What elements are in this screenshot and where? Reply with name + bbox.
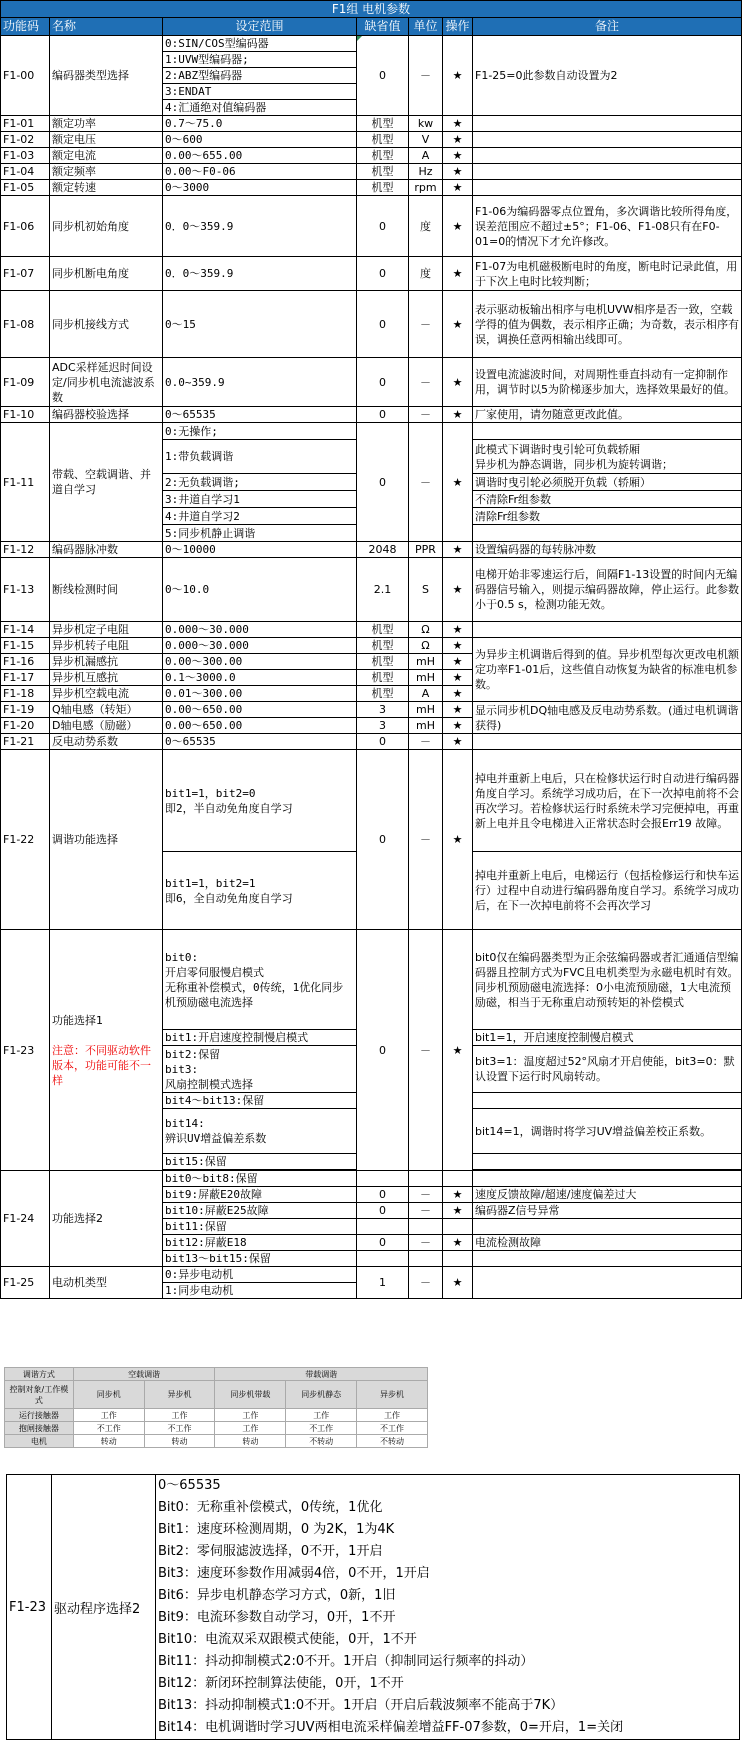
param-note: 表示驱动板输出相序与电机UVW相序是否一致，空载学得的值为偶数，表示相序正确；为奇数，表示相序有误，调换任意两相输出线即可。	[473, 291, 742, 358]
param-code: F1-25	[1, 1267, 50, 1299]
param-code: F1-22	[1, 750, 50, 930]
param-default: 0	[357, 358, 409, 407]
param-unit: A	[409, 148, 443, 164]
param-range-option	[163, 852, 357, 930]
param-unit: 度	[409, 196, 443, 257]
tuning-mode-table	[4, 1367, 428, 1448]
cell: 工作	[357, 1409, 428, 1422]
param-unit: Ω	[409, 638, 443, 654]
param-unit: rpm	[409, 180, 443, 196]
param-default: 3	[357, 702, 409, 718]
col-header: 异步机	[144, 1381, 215, 1409]
param-range-option	[163, 1109, 357, 1154]
param-note	[473, 423, 742, 440]
param-name: 编码器校验选择	[50, 407, 163, 423]
param-unit: V	[409, 132, 443, 148]
driver-line: Bit11：抖动抑制模式2:0不开。1开启（抑制同运行频率的抖动）	[158, 1654, 534, 1669]
param-unit: mH	[409, 702, 443, 718]
param-note	[473, 148, 742, 164]
param-default: 2.1	[357, 558, 409, 622]
param-unit: －	[409, 291, 443, 358]
cell: 工作	[215, 1422, 286, 1435]
driver-line: Bit0：无称重补偿模式，0传统，1优化	[158, 1500, 383, 1515]
param-op: ★	[443, 930, 473, 1171]
param-range: 0.0~359.9	[163, 358, 357, 407]
param-op: ★	[443, 670, 473, 686]
param-op: ★	[443, 542, 473, 558]
param-name: 异步机转子电阻	[50, 638, 163, 654]
header-note: 备注	[473, 18, 742, 36]
param-default: 0	[357, 1203, 409, 1219]
driver-name: 驱动程序选择2	[52, 1475, 156, 1740]
range-line: bit3:	[165, 1062, 199, 1076]
param-name: 异步机互感抗	[50, 670, 163, 686]
param-op: ★	[443, 638, 473, 654]
range-line: bit1=1，bit2=1	[165, 876, 256, 890]
param-unit: A	[409, 686, 443, 702]
header-op: 操作	[443, 18, 473, 36]
param-unit: Hz	[409, 164, 443, 180]
param-range-option: 2:ABZ型编码器	[163, 68, 357, 84]
param-note: F1-25=0此参数自动设置为2	[473, 36, 742, 116]
cell: 转动	[144, 1435, 215, 1448]
param-default: 0	[357, 423, 409, 542]
param-note: 编码器Z信号异常	[473, 1203, 742, 1219]
param-default: 0	[357, 734, 409, 750]
driver-line: Bit3：速度环参数作用减弱4倍，0不开，1开启	[158, 1566, 430, 1581]
param-name: ADC采样延迟时间设定/同步机电流滤波系数	[50, 358, 163, 407]
param-unit: －	[409, 36, 443, 116]
param-name: 编码器脉冲数	[50, 542, 163, 558]
param-range: 0～65535	[163, 734, 357, 750]
param-op: ★	[443, 358, 473, 407]
param-name: 异步机定子电阻	[50, 622, 163, 638]
param-unit: －	[409, 1267, 443, 1299]
driver-line: Bit14：电机调谐时学习UV两相电流采样偏差增益FF-07参数，0=开启，1=关闭	[158, 1720, 624, 1735]
param-default: 0	[357, 196, 409, 257]
param-unit	[409, 1251, 443, 1267]
param-name: Q轴电感（转矩）	[50, 702, 163, 718]
param-range: 0～15	[163, 291, 357, 358]
param-default: 机型	[357, 638, 409, 654]
param-op: ★	[443, 1203, 473, 1219]
param-op: ★	[443, 196, 473, 257]
param-op: ★	[443, 423, 473, 542]
row-label: 电机	[5, 1435, 74, 1448]
param-default: 机型	[357, 654, 409, 670]
param-note	[473, 622, 742, 638]
param-unit: －	[409, 1235, 443, 1251]
param-name: 断线检测时间	[50, 558, 163, 622]
param-default: 0	[357, 1235, 409, 1251]
param-op	[443, 1171, 473, 1187]
param-code: F1-03	[1, 148, 50, 164]
param-range-option: 3:ENDAT	[163, 84, 357, 100]
param-op: ★	[443, 407, 473, 423]
param-note: 不清除Fr组参数	[473, 491, 742, 508]
param-op: ★	[443, 654, 473, 670]
param-op: ★	[443, 558, 473, 622]
param-op: ★	[443, 132, 473, 148]
param-note: 掉电并重新上电后，只在检修状运行时自动进行编码器角度自学习。系统学习成功后，在下一次掉电前将不会再次学习。若检修状运行时系统未学习完便掉电，再重新上电并且令电梯进入正常状态时会报Err19 故障。	[473, 750, 742, 852]
group-title: F1组 电机参数	[1, 1, 742, 18]
param-op: ★	[443, 1187, 473, 1203]
param-code: F1-02	[1, 132, 50, 148]
param-range-option	[163, 930, 357, 1030]
param-code: F1-06	[1, 196, 50, 257]
param-default: 1	[357, 1267, 409, 1299]
param-range-option: 0:SIN/COS型编码器	[163, 36, 357, 52]
param-unit: mH	[409, 670, 443, 686]
param-note	[473, 1093, 742, 1109]
param-default: 机型	[357, 686, 409, 702]
param-name: 额定电压	[50, 132, 163, 148]
param-unit: －	[409, 407, 443, 423]
cell: 转动	[215, 1435, 286, 1448]
param-note: 为异步主机调谐后得到的值。异步机型每次更改电机额定功率F1-01后，这些值自动恢复为缺省的标准电机参数。	[473, 638, 742, 702]
param-note: 速度反馈故障/超速/速度偏差过大	[473, 1187, 742, 1203]
param-name: 异步机漏感抗	[50, 654, 163, 670]
param-note: bit1=1，开启速度控制慢启模式	[473, 1030, 742, 1046]
param-range-option: 1:同步电动机	[163, 1283, 357, 1299]
param-range-option: bit10:屏蔽E25故障	[163, 1203, 357, 1219]
param-unit: －	[409, 1187, 443, 1203]
param-note: 厂家使用，请勿随意更改此值。	[473, 407, 742, 423]
range-line: 无称重补偿模式，0传统，1优化同步机预励磁电流选择	[165, 980, 344, 1009]
param-range-option: bit4～bit13:保留	[163, 1093, 357, 1109]
param-name: 编码器类型选择	[50, 36, 163, 116]
param-note: 电流检测故障	[473, 1235, 742, 1251]
param-unit: Ω	[409, 622, 443, 638]
param-code: F1-21	[1, 734, 50, 750]
param-op: ★	[443, 116, 473, 132]
param-range-option: 0:无操作;	[163, 423, 357, 440]
param-default	[357, 1219, 409, 1235]
param-code: F1-16	[1, 654, 50, 670]
param-name: 带载、空载调谐、并道自学习	[50, 423, 163, 542]
param-range: 0～65535	[163, 407, 357, 423]
param-default: 机型	[357, 132, 409, 148]
param-range-option: 1:带负载调谐	[163, 440, 357, 474]
param-range: 0.00～650.00	[163, 718, 357, 734]
driver-line: Bit10：电流双采双跟模式使能，0开，1不开	[158, 1632, 417, 1647]
param-name: 功能选择2	[50, 1171, 163, 1267]
param-default: 机型	[357, 670, 409, 686]
param-unit: mH	[409, 718, 443, 734]
param-note: bit0仅在编码器类型为正余弦编码器或者汇通通信型编码器且控制方式为FVC且电机类型为永磁电机时有效。同步机预励磁电流选择：0小电流预励磁，1大电流预励磁，相当于无称重启动预转矩的补偿模式	[473, 930, 742, 1030]
param-op: ★	[443, 718, 473, 734]
param-note: 掉电并重新上电后，电梯运行（包括检修运行和快车运行）过程中自动进行编码器角度自学习。系统学习成功后，在下一次掉电前将不会再次学习	[473, 852, 742, 930]
param-op: ★	[443, 164, 473, 180]
param-range-option: 0:异步电动机	[163, 1267, 357, 1283]
driver-line: Bit6：异步电机静态学习方式，0新，1旧	[158, 1588, 396, 1603]
param-range: 0.1～3000.0	[163, 670, 357, 686]
range-line: bit2:保留	[165, 1047, 221, 1061]
param-op	[443, 1251, 473, 1267]
param-default: 3	[357, 718, 409, 734]
param-default: 机型	[357, 164, 409, 180]
param-note	[473, 132, 742, 148]
param-code: F1-15	[1, 638, 50, 654]
param-note	[473, 1267, 742, 1299]
param-range: 0.7～75.0	[163, 116, 357, 132]
param-default: 0	[357, 291, 409, 358]
cell: 工作	[144, 1409, 215, 1422]
param-unit: PPR	[409, 542, 443, 558]
param-range: 0.00～655.00	[163, 148, 357, 164]
param-range: 0．0～359.9	[163, 196, 357, 257]
note-line: 此模式下调谐时曳引轮可负载轿厢	[475, 442, 640, 456]
param-default: 0	[357, 36, 409, 116]
row-label: 运行接触器	[5, 1409, 74, 1422]
param-name: 异步机空载电流	[50, 686, 163, 702]
header-unit: 单位	[409, 18, 443, 36]
param-note	[473, 164, 742, 180]
header-range: 设定范围	[163, 18, 357, 36]
param-op: ★	[443, 291, 473, 358]
param-range: 0.000～30.000	[163, 638, 357, 654]
load-header: 带载调谐	[215, 1368, 428, 1381]
param-range-option: bit0～bit8:保留	[163, 1171, 357, 1187]
param-note: bit3=1：温度超过52°风扇才开启使能，bit3=0：默认设置下运行时风扇转动。	[473, 1046, 742, 1093]
param-code: F1-11	[1, 423, 50, 542]
param-note: 调谐时曳引轮必须脱开负载（轿厢）	[473, 474, 742, 491]
param-name: 额定频率	[50, 164, 163, 180]
param-note	[473, 734, 742, 750]
param-unit: S	[409, 558, 443, 622]
col-header: 同步机带载	[215, 1381, 286, 1409]
param-note	[473, 1171, 742, 1187]
param-note: 清除Fr组参数	[473, 508, 742, 525]
param-unit: －	[409, 1203, 443, 1219]
param-range-option: bit12:屏蔽E18	[163, 1235, 357, 1251]
param-op: ★	[443, 734, 473, 750]
param-default: 机型	[357, 116, 409, 132]
param-unit: －	[409, 734, 443, 750]
cell: 不工作	[357, 1422, 428, 1435]
param-code: F1-01	[1, 116, 50, 132]
param-default	[357, 1171, 409, 1187]
param-range: 0～600	[163, 132, 357, 148]
driver-line: Bit12：新闭环控制算法使能，0开，1不开	[158, 1676, 404, 1691]
range-line: 开启零伺服慢启模式	[165, 965, 264, 979]
param-default: 0	[357, 257, 409, 291]
param-op: ★	[443, 36, 473, 116]
param-range-option: 4:井道自学习2	[163, 508, 357, 525]
param-range-option: 4:汇通绝对值编码器	[163, 100, 357, 116]
param-range: 0～10000	[163, 542, 357, 558]
param-code: F1-17	[1, 670, 50, 686]
param-unit	[409, 1171, 443, 1187]
param-name: D轴电感（励磁）	[50, 718, 163, 734]
param-default: 0	[357, 930, 409, 1171]
param-default: 机型	[357, 180, 409, 196]
param-note	[473, 180, 742, 196]
range-line: bit0:	[165, 950, 199, 964]
param-note: 显示同步机DQ轴电感及反电动势系数。(通过电机调谐获得)	[473, 702, 742, 734]
param-unit: 度	[409, 257, 443, 291]
param-unit: －	[409, 423, 443, 542]
mode-header: 调谐方式	[5, 1368, 74, 1381]
param-range: 0.00～F0-06	[163, 164, 357, 180]
param-note	[473, 525, 742, 542]
param-code: F1-04	[1, 164, 50, 180]
param-range-option: bit1:开启速度控制慢启模式	[163, 1030, 357, 1046]
param-code: F1-00	[1, 36, 50, 116]
param-unit: mH	[409, 654, 443, 670]
param-range: 0.000～30.000	[163, 622, 357, 638]
cell: 不转动	[286, 1435, 357, 1448]
row-label: 抱闸接触器	[5, 1422, 74, 1435]
param-code: F1-23	[1, 930, 50, 1171]
param-default: 0	[357, 1187, 409, 1203]
noload-header: 空载调谐	[73, 1368, 215, 1381]
note-line: 异步机为静态调谐，同步机为旋转调谐；	[475, 457, 673, 471]
driver-select-table	[6, 1474, 740, 1740]
param-unit: kw	[409, 116, 443, 132]
param-name: 功能选择1	[52, 1013, 103, 1027]
param-note	[473, 1219, 742, 1235]
header-default: 缺省值	[357, 18, 409, 36]
driver-line: Bit1：速度环检测周期，0 为2K，1为4K	[158, 1522, 395, 1537]
col-header: 同步机	[73, 1381, 144, 1409]
param-op: ★	[443, 750, 473, 930]
param-range-option: 3:井道自学习1	[163, 491, 357, 508]
param-code: F1-14	[1, 622, 50, 638]
param-range-option: 1:UVW型编码器;	[163, 52, 357, 68]
param-range-option: bit15:保留	[163, 1154, 357, 1170]
param-default	[357, 1251, 409, 1267]
cell: 工作	[286, 1409, 357, 1422]
param-note: bit14=1，调谐时将学习UV增益偏差校正系数。	[473, 1109, 742, 1154]
cell: 工作	[73, 1409, 144, 1422]
param-default: 机型	[357, 148, 409, 164]
col-header: 同步机静态	[286, 1381, 357, 1409]
header-name: 名称	[50, 18, 163, 36]
range-line: 辨识UV增益偏差系数	[165, 1132, 267, 1145]
param-op: ★	[443, 148, 473, 164]
param-name: 反电动势系数	[50, 734, 163, 750]
param-name-cell	[50, 930, 163, 1171]
cell: 不工作	[286, 1422, 357, 1435]
param-note: 电梯开始非零速运行后，间隔F1-13设置的时间内无编码器信号输入，则提示编码器故障，停止运行。此参数小于0.5 s，检测功能无效。	[473, 558, 742, 622]
param-name: 额定转速	[50, 180, 163, 196]
param-code: F1-10	[1, 407, 50, 423]
param-note	[473, 1154, 742, 1170]
param-op: ★	[443, 1235, 473, 1251]
cell: 不转动	[357, 1435, 428, 1448]
param-code: F1-12	[1, 542, 50, 558]
driver-line: Bit9：电流环参数自动学习，0开，1不开	[158, 1610, 396, 1625]
param-note: 设置编码器的每转脉冲数	[473, 542, 742, 558]
range-line: 风扇控制模式选择	[165, 1077, 253, 1091]
driver-options	[156, 1475, 740, 1740]
param-default: 0	[357, 750, 409, 930]
param-default: 机型	[357, 622, 409, 638]
param-unit: －	[409, 358, 443, 407]
param-name: 调谐功能选择	[50, 750, 163, 930]
param-note	[473, 1251, 742, 1267]
param-name: 同步机接线方式	[50, 291, 163, 358]
version-warning: 注意：不同驱动软件版本，功能可能不一样	[52, 1043, 151, 1087]
driver-line: 0～65535	[158, 1478, 221, 1493]
driver-code: F1-23	[7, 1475, 52, 1740]
param-range: 0.00～650.00	[163, 702, 357, 718]
param-note: F1-07为电机磁极断电时的角度，断电时记录此值，用于下次上电时比较判断；	[473, 257, 742, 291]
param-name: 同步机断电角度	[50, 257, 163, 291]
col-header: 异步机	[357, 1381, 428, 1409]
param-unit: －	[409, 750, 443, 930]
param-default: 2048	[357, 542, 409, 558]
param-range: 0.00～300.00	[163, 654, 357, 670]
range-line: 即2，半自动免角度自学习	[165, 801, 293, 815]
param-range-option: 2:无负载调谐;	[163, 474, 357, 491]
param-range: 0～10.0	[163, 558, 357, 622]
driver-line: Bit2：零伺服滤波选择，0不开，1开启	[158, 1544, 383, 1559]
param-op: ★	[443, 686, 473, 702]
param-name: 额定功率	[50, 116, 163, 132]
driver-line: Bit13：抖动抑制模式1:0不开。1开启（开启后载波频率不能高于7K）	[158, 1698, 564, 1713]
param-note	[473, 440, 742, 474]
param-code: F1-19	[1, 702, 50, 718]
cell: 转动	[73, 1435, 144, 1448]
param-code: F1-05	[1, 180, 50, 196]
param-code: F1-13	[1, 558, 50, 622]
param-op: ★	[443, 702, 473, 718]
param-unit: －	[409, 930, 443, 1171]
cell: 不工作	[73, 1422, 144, 1435]
param-code: F1-07	[1, 257, 50, 291]
param-range-option	[163, 750, 357, 852]
param-op	[443, 1219, 473, 1235]
cell: 不工作	[144, 1422, 215, 1435]
param-default: 0	[357, 407, 409, 423]
param-note	[473, 116, 742, 132]
range-line: bit14:	[165, 1117, 205, 1130]
cell: 工作	[215, 1409, 286, 1422]
object-header: 控制对象/工作模式	[5, 1381, 74, 1409]
param-unit	[409, 1219, 443, 1235]
param-op: ★	[443, 1267, 473, 1299]
param-range: 0～3000	[163, 180, 357, 196]
param-name: 电动机类型	[50, 1267, 163, 1299]
param-note: F1-06为编码器零点位置角，多次调谐比较所得角度，误差范围应不超过±5°；F1-06、F1-08只有在F0-01=0的情况下才允许修改。	[473, 196, 742, 257]
param-code: F1-09	[1, 358, 50, 407]
range-line: bit1=1，bit2=0	[165, 786, 256, 800]
param-range: 0.01～300.00	[163, 686, 357, 702]
param-code: F1-20	[1, 718, 50, 734]
param-range-option	[163, 1046, 357, 1093]
param-range-option: bit9:屏蔽E20故障	[163, 1187, 357, 1203]
param-op: ★	[443, 180, 473, 196]
param-code: F1-08	[1, 291, 50, 358]
param-name: 额定电流	[50, 148, 163, 164]
param-range: 0．0～359.9	[163, 257, 357, 291]
param-name: 同步机初始角度	[50, 196, 163, 257]
param-range-option: 5:同步机静止调谐	[163, 525, 357, 542]
param-op: ★	[443, 257, 473, 291]
param-range-option: bit13～bit15:保留	[163, 1251, 357, 1267]
param-code: F1-18	[1, 686, 50, 702]
header-code: 功能码	[1, 18, 50, 36]
param-op: ★	[443, 622, 473, 638]
param-code: F1-24	[1, 1171, 50, 1267]
range-line: 即6，全自动免角度自学习	[165, 891, 293, 905]
param-note: 设置电流滤波时间，对周期性垂直抖动有一定抑制作用，调节时以5为阶梯逐步加大，选择效果最好的值。	[473, 358, 742, 407]
param-range-option: bit11:保留	[163, 1219, 357, 1235]
